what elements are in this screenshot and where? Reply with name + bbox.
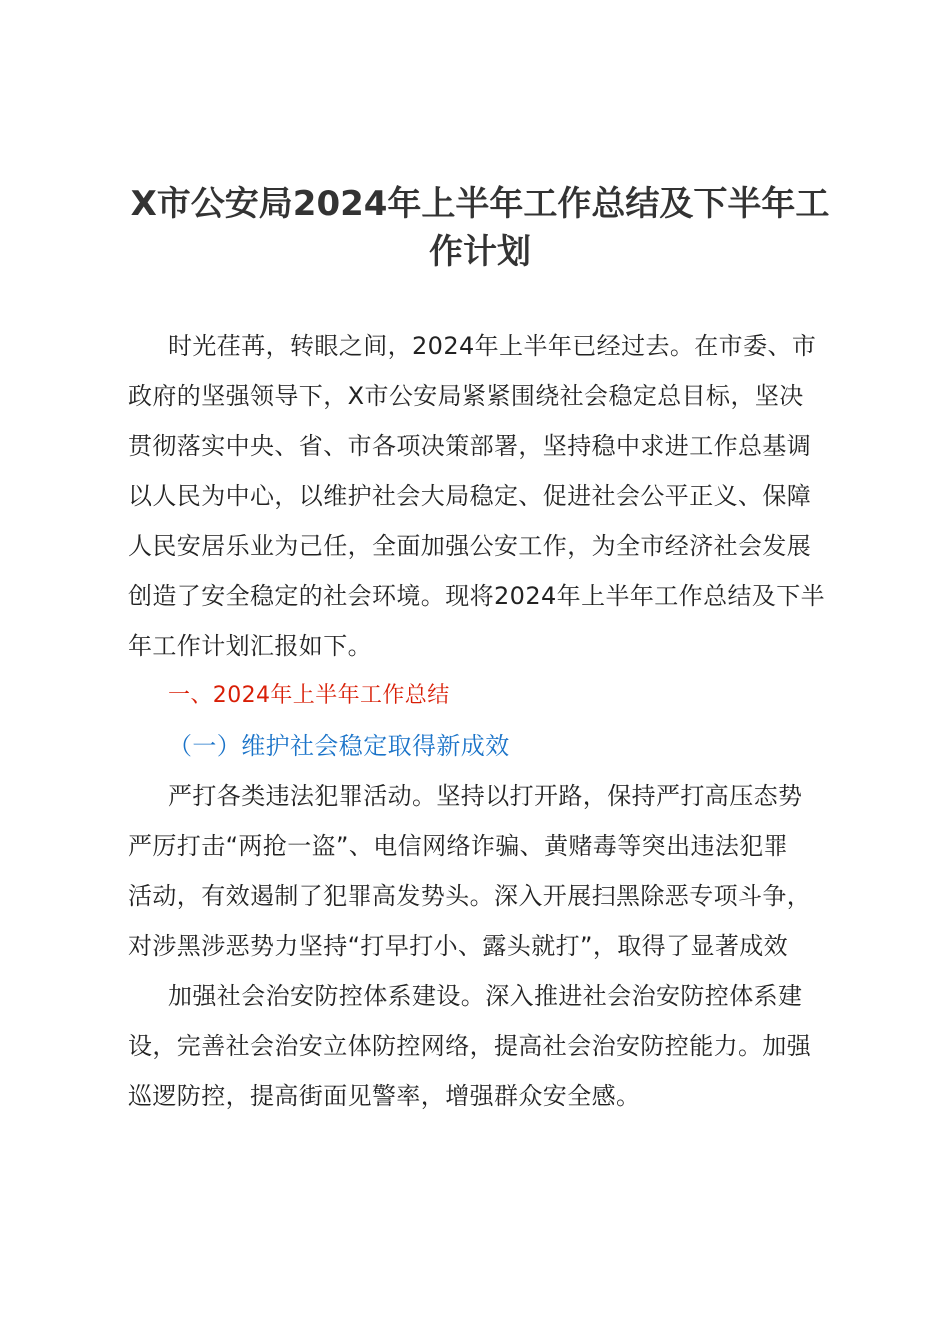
intro-line-5: 人民安居乐业为己任，全面加强公安工作，为全市经济社会发展 (128, 532, 812, 560)
intro-line-7: 年工作计划汇报如下。 (128, 632, 372, 660)
para2-line-3: 巡逻防控，提高街面见警率，增强群众安全感。 (128, 1082, 641, 1110)
document-title-line-1: X市公安局2024年上半年工作总结及下半年工 (130, 184, 830, 224)
intro-line-1: 时光荏苒，转眼之间，2024年上半年已经过去。在市委、市 (168, 332, 817, 360)
subsection-heading-1: （一）维护社会稳定取得新成效 (168, 732, 510, 760)
para2-line-2: 设，完善社会治安立体防控网络，提高社会治安防控能力。加强 (128, 1032, 812, 1060)
para1-line-4: 对涉黑涉恶势力坚持“打早打小、露头就打”，取得了显著成效 (128, 932, 789, 960)
document-title-line-2: 作计划 (429, 232, 531, 272)
para2-line-1: 加强社会治安防控体系建设。深入推进社会治安防控体系建 (168, 982, 803, 1010)
para1-line-1: 严打各类违法犯罪活动。坚持以打开路，保持严打高压态势 (168, 782, 803, 810)
para1-line-2: 严厉打击“两抢一盗”、电信网络诈骗、黄赌毒等突出违法犯罪 (128, 832, 789, 860)
intro-line-2: 政府的坚强领导下，X市公安局紧紧围绕社会稳定总目标，坚决 (128, 382, 804, 410)
intro-line-6: 创造了安全稳定的社会环境。现将2024年上半年工作总结及下半 (128, 582, 826, 610)
section-heading-1: 一、2024年上半年工作总结 (168, 683, 450, 708)
para1-line-3: 活动，有效遏制了犯罪高发势头。深入开展扫黑除恶专项斗争， (128, 882, 812, 910)
intro-line-4: 以人民为中心，以维护社会大局稳定、促进社会公平正义、保障 (128, 482, 812, 510)
intro-line-3: 贯彻落实中央、省、市各项决策部署，坚持稳中求进工作总基调 (128, 432, 812, 460)
